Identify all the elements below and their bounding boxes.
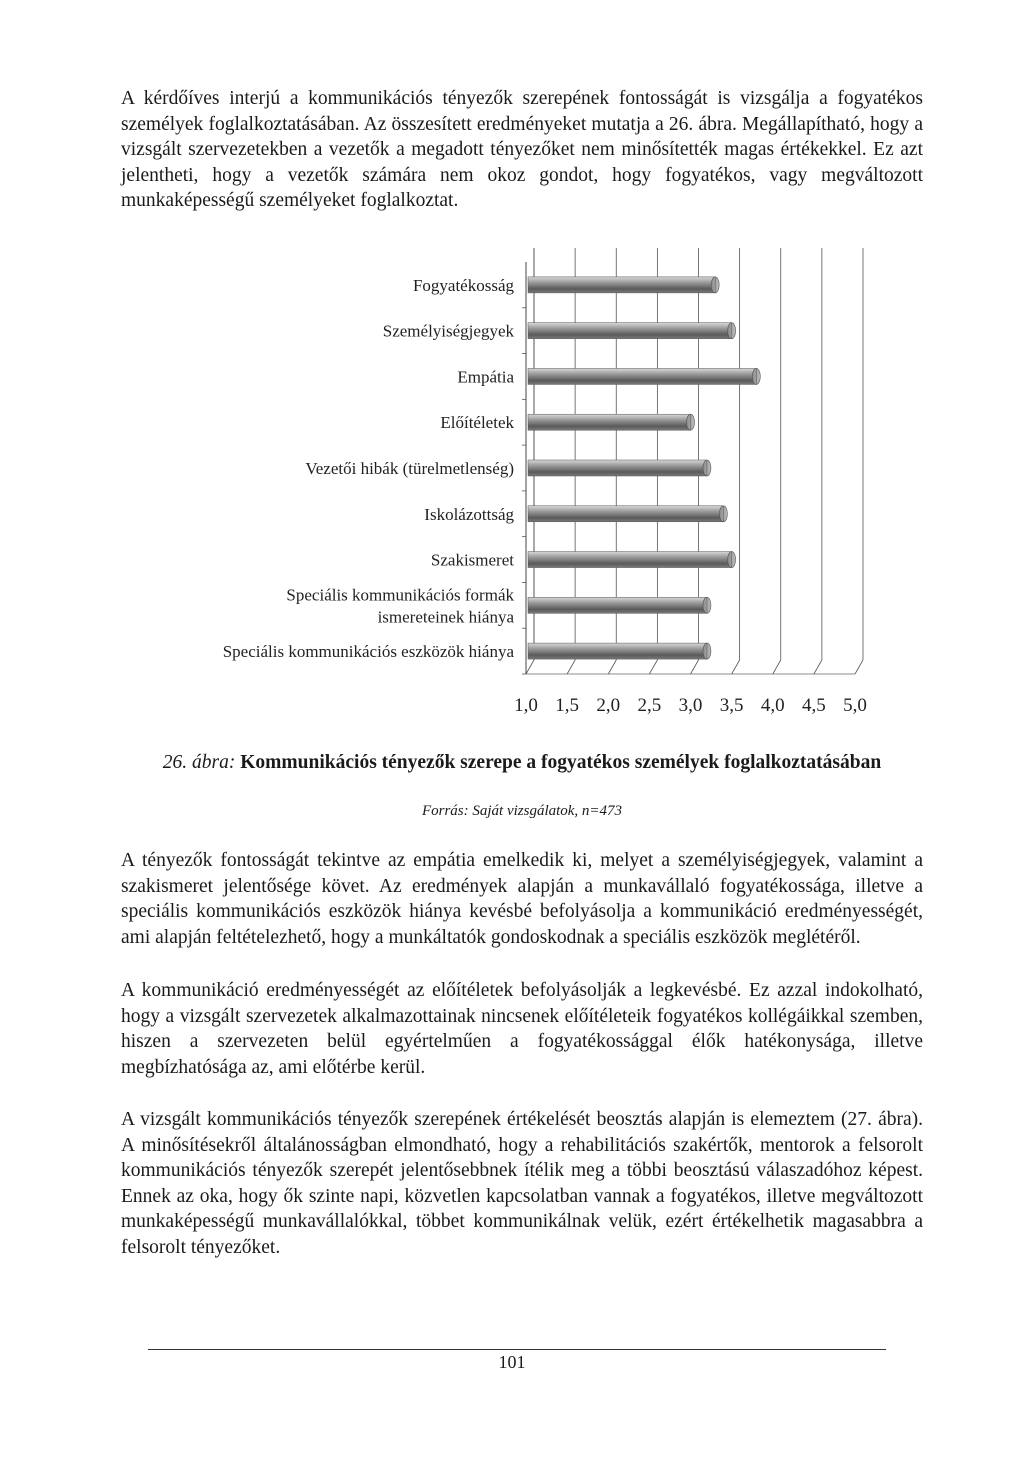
bar xyxy=(528,506,727,522)
floor-gridline xyxy=(526,660,534,674)
category-label: Empátia xyxy=(457,367,514,387)
category-label: Szakismeret xyxy=(430,550,514,570)
bar-body xyxy=(528,414,691,430)
footer-rule xyxy=(148,1349,886,1350)
category-label: Fogyatékosság xyxy=(412,275,514,295)
bar xyxy=(528,552,736,568)
category-label: Személyiségjegyek xyxy=(382,321,514,341)
bar xyxy=(528,460,711,476)
category-label: Vezetői hibák (türelmetlenség) xyxy=(305,459,514,478)
bar-body xyxy=(528,368,756,384)
figure-source: Forrás: Saját vizsgálatok, n=473 xyxy=(421,803,623,819)
x-tick-label: 3,5 xyxy=(719,695,744,716)
x-tick-label: 2,5 xyxy=(637,695,662,716)
bar-chart xyxy=(150,240,890,730)
paragraph-prejudice: A kommunikáció eredményességét az előítéletek befolyásolják a legkevésbé. Ez azzal indokolható, hogy a vizsgált szervezetek alkalmazottainak nincsenek előítéleteik fogyatékos kollégáikkal szemben, hiszen a szervezeten belül egyértelműen a fogyatékossággal élők hatékonysága, illetve megbízhatósága az, ami előtérbe kerül. xyxy=(121,980,923,1078)
bar-body xyxy=(528,277,715,293)
x-tick-label: 4,5 xyxy=(802,695,826,716)
x-tick-label: 1,0 xyxy=(514,695,538,716)
category-label: Speciális kommunikációs eszközök hiánya xyxy=(222,642,514,662)
floor-gridline xyxy=(608,660,616,674)
figure-number: 26. ábra: xyxy=(162,752,236,773)
paragraph-analysis: A tényezők fontosságát tekintve az empátia emelkedik ki, melyet a személyiségjegyek, valamint a szakismeret jelentősége követ. Az eredmények alapján a munkavállaló fogyatékossága, illetve a speciális kommunikációs eszközök hiánya kevésbé befolyásolja a kommunikáció eredményességét, ami alapján feltételezhető, hogy a munkáltatók gondoskodnak a speciális eszközök meglétéről. xyxy=(121,850,923,948)
category-label: Előítéletek xyxy=(440,413,514,433)
category-label: Iskolázottság xyxy=(424,504,514,524)
bar xyxy=(528,643,711,659)
paragraph-intro: A kérdőíves interjú a kommunikációs tényezők szerepének fontosságát is vizsgálja a fogyatékos személyek foglalkoztatásában. Az összesített eredményeket mutatja a 26. ábra. Megállapítható, hogy a vizsgált szervezetekben a vezetők a megadott tényezőket nem minősítették magas értékekkel. Ez azt jelentheti, hogy a vezetők számára nem okoz gondot, hogy fogyatékos, vagy megváltozott munkaképességű személyeket foglalkoztat. xyxy=(121,88,923,212)
figure-caption xyxy=(121,750,923,775)
bar xyxy=(528,597,711,613)
x-tick-label: 2,0 xyxy=(596,695,621,716)
floor-gridline xyxy=(649,660,657,674)
floor-gridline xyxy=(855,660,863,674)
floor-gridline xyxy=(814,660,822,674)
bar-body xyxy=(528,597,707,613)
page-number: 101 xyxy=(498,1352,526,1372)
paragraph-position: A vizsgált kommunikációs tényezők szerepének értékelését beosztás alapján is elemeztem (27. ábra). A minősítésekről általánosságban elmondható, hogy a rehabilitációs szakértők, mentorok a felsorolt kommunikációs tényezők szerepét jelentősebbnek ítélik meg a többi beosztású válaszadóhoz képest. Ennek az oka, hogy ők szinte napi, közvetlen kapcsolatban vannak a fogyatékos, illetve megváltozott munkaképességű munkavállalókkal, többet kommunikálnak velük, ezért értékelhetik magasabbra a felsorolt tényezőket. xyxy=(121,1109,923,1258)
floor-gridline xyxy=(773,660,781,674)
bar-body xyxy=(528,460,707,476)
x-tick-label: 4,0 xyxy=(760,695,785,716)
bar-body xyxy=(528,323,732,339)
bar-body xyxy=(528,643,707,659)
floor-gridline xyxy=(732,660,740,674)
floor-gridline xyxy=(567,660,575,674)
bar xyxy=(528,323,736,339)
x-tick-label: 1,5 xyxy=(555,695,579,716)
x-tick-label: 3,0 xyxy=(678,695,703,716)
chart-svg xyxy=(150,240,890,730)
figure-title: Kommunikációs tényezők szerepe a fogyatékos személyek foglalkoztatásában xyxy=(240,752,882,773)
bar xyxy=(528,414,695,430)
bar xyxy=(528,277,719,293)
floor-gridline xyxy=(691,660,699,674)
bar-body xyxy=(528,506,723,522)
bar xyxy=(528,368,760,384)
x-tick-label: 5,0 xyxy=(843,695,867,716)
category-label: Speciális kommunikációs formák ismereteinek hiánya xyxy=(286,585,514,627)
bar-body xyxy=(528,552,732,568)
